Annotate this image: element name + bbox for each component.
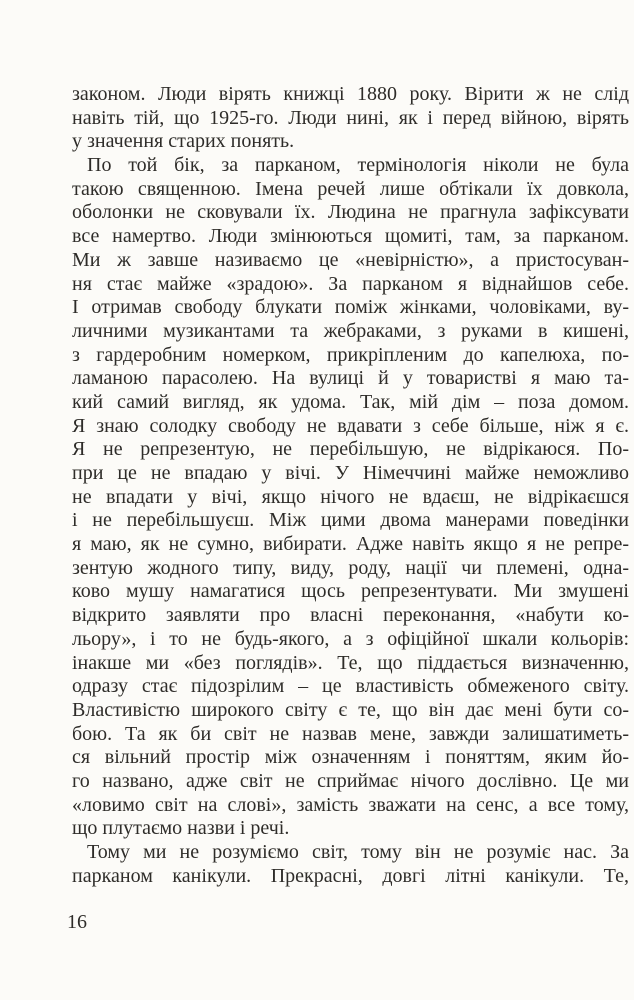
text-line: го названо, адже світ не сприймає нічого дослівно. Це ми: [72, 769, 629, 792]
text-line: ся вільний простір між означенням і поняттям, яким йо-: [72, 746, 629, 769]
text-line: навіть тій, що 1925-го. Люди нині, як і перед війною, вірять: [72, 106, 629, 129]
text-line: все намертво. Люди змінюються щомиті, там, за парканом.: [72, 225, 629, 248]
text-line: ково мушу намагатися щось репрезентувати. Ми змушені: [72, 580, 629, 603]
text-line: ламаною парасолею. На вулиці й у товаристві я маю та-: [72, 367, 629, 390]
text-line: такою священною. Імена речей лише обтікали їх довкола,: [72, 177, 629, 200]
text-line: при це не впадаю у вічі. У Німеччині майже неможливо: [72, 462, 629, 484]
page-number: 16: [67, 911, 87, 933]
page-text: [72, 83, 629, 888]
text-line: кий самий вигляд, як удома. Так, мій дім – поза домом.: [72, 390, 629, 413]
text-line: Я не репрезентую, не перебільшую, не відрікаюся. По-: [72, 438, 629, 461]
text-line: оболонки не сковували їх. Людина не прагнула зафіксувати: [72, 201, 629, 224]
text-line: Я знаю солодку свободу не вдавати з себе більше, ніж я є.: [72, 414, 629, 437]
text-line: що плутаємо назви і речі.: [72, 817, 290, 840]
text-line: Тому ми не розуміємо світ, тому він не розуміє нас. За: [87, 841, 629, 863]
text-line: Властивістю широкого світу є те, що він дає мені бути со-: [72, 698, 629, 721]
text-line: інакше ми «без поглядів». Те, що піддається визначенню,: [72, 651, 629, 674]
text-line: відкрито заявляти про власні переконання, «набути ко-: [72, 604, 629, 627]
text-line: По той бік, за парканом, термінологія ніколи не була: [87, 154, 629, 177]
text-line: з гардеробним номерком, прикріпленим до капелюха, по-: [72, 343, 629, 366]
text-line: «ловимо світ на слові», замість зважати на сенс, а все тому,: [72, 793, 629, 816]
text-line: зентую жодного типу, виду, роду, нації чи племені, одна-: [72, 556, 629, 579]
text-line: І отримав свободу блукати поміж жінками, чоловіками, ву-: [72, 296, 629, 319]
text-line: бою. Та як би світ не назвав мене, завжди залишатиметь-: [72, 722, 629, 745]
text-line: законом. Люди вірять книжці 1880 року. Вірити ж не слід: [72, 83, 629, 105]
text-line: Ми ж завше називаємо це «невірністю», а пристосуван-: [72, 248, 629, 271]
text-line: і не перебільшуєш. Між цими двома манерами поведінки: [72, 509, 629, 532]
text-line: я маю, як не сумно, вибирати. Адже навіть якщо я не репре-: [72, 533, 629, 556]
text-line: ня стає майже «зрадою». За парканом я віднайшов себе.: [72, 272, 629, 295]
text-line: парканом канікули. Прекрасні, довгі літні канікули. Те,: [72, 864, 629, 887]
text-line: не впадати у вічі, якщо нічого не вдаєш, не відрікаєшся: [72, 485, 629, 508]
text-line: одразу стає підозрілим – це властивість обмеженого світу.: [72, 675, 629, 698]
text-line: у значення старих понять.: [72, 130, 295, 153]
text-line: льору», і то не будь-якого, а з офіційної шкали кольорів:: [72, 627, 629, 650]
text-line: личними музикантами та жебраками, з руками в кишені,: [72, 319, 629, 342]
